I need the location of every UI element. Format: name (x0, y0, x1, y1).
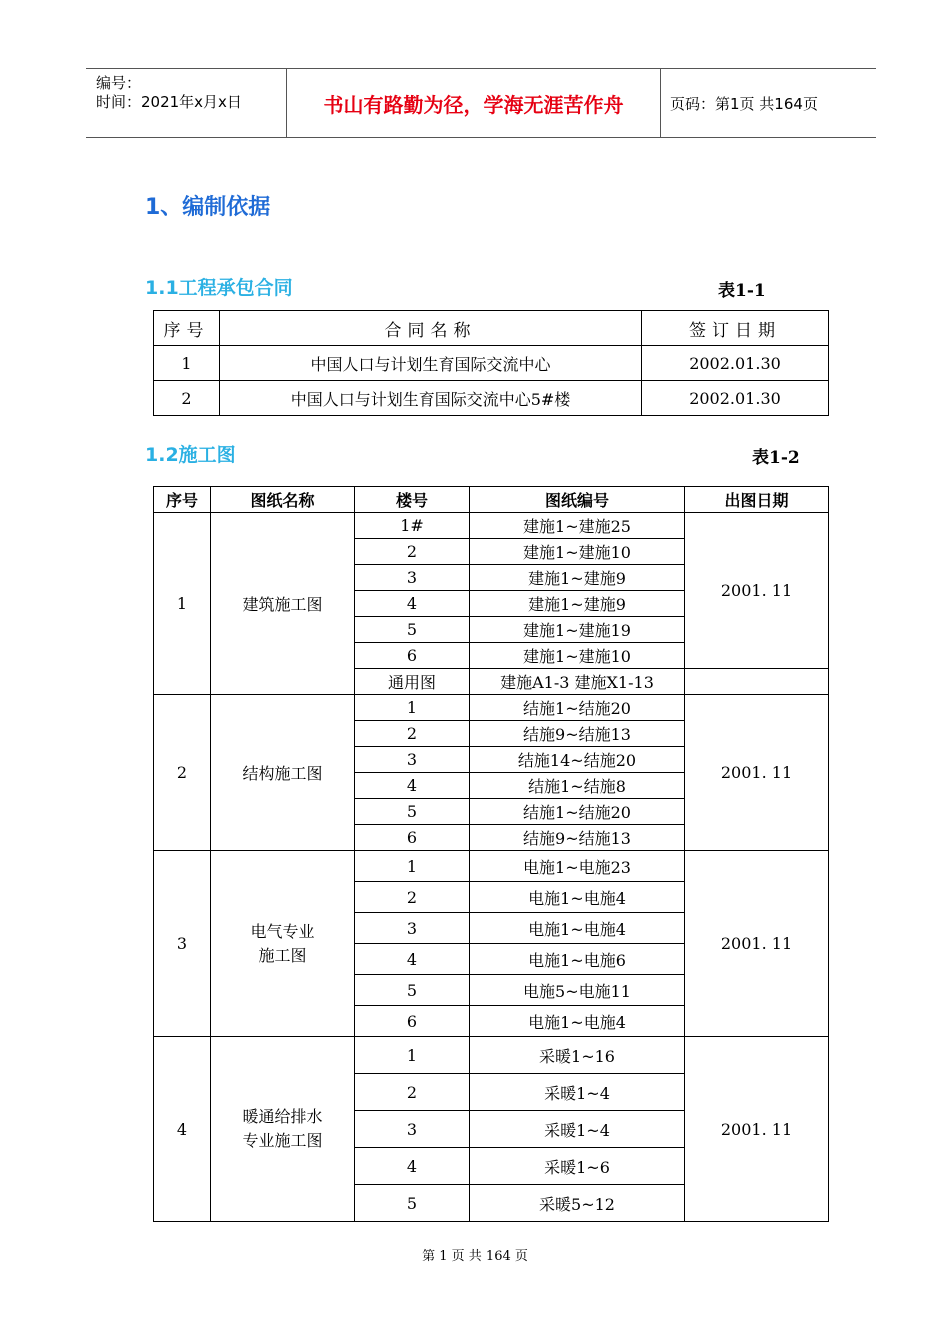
table-row (154, 695, 829, 721)
col-header: 序号 (154, 487, 211, 513)
col-header: 楼号 (355, 487, 470, 513)
drawing-code: 结施9~结施13 (470, 721, 685, 747)
issue-date: 2001. 11 (685, 1037, 829, 1222)
subsection-title-drawings: 1.2施工图 (145, 444, 236, 466)
building-no: 3 (355, 565, 470, 591)
group-number: 1 (154, 513, 211, 695)
building-no: 1 (355, 1037, 470, 1074)
header-slogan: 书山有路勤为径，学海无涯苦作舟 (323, 92, 624, 117)
issue-date: 2001. 11 (685, 851, 829, 1037)
building-no: 5 (355, 617, 470, 643)
header-meta (86, 69, 286, 137)
table-row (154, 381, 829, 416)
col-header: 图纸编号 (470, 487, 685, 513)
table-header-row (154, 487, 829, 513)
page-header (86, 68, 876, 138)
drawing-name (211, 1037, 355, 1222)
drawing-name (211, 851, 355, 1037)
building-no: 1 (355, 851, 470, 882)
issue-date-empty (685, 669, 829, 695)
drawing-code: 采暖1~4 (470, 1074, 685, 1111)
col-header: 合同名称 (220, 311, 642, 346)
drawing-code: 建施A1-3 建施X1-13 (470, 669, 685, 695)
drawing-code: 建施1~建施25 (470, 513, 685, 539)
drawing-name-line: 电气专业 (250, 921, 315, 941)
col-header: 图纸名称 (211, 487, 355, 513)
drawing-code: 电施1~电施6 (470, 944, 685, 975)
drawing-name-line: 施工图 (258, 945, 307, 965)
table-row (154, 1037, 829, 1074)
building-no: 5 (355, 1185, 470, 1222)
page-footer: 第 1 页 共 164 页 (422, 1249, 528, 1264)
table-header-row (154, 311, 829, 346)
cell: 中国人口与计划生育国际交流中心 (220, 346, 642, 381)
drawing-code: 建施1~建施9 (470, 591, 685, 617)
drawing-name-line: 暖通给排水 (242, 1107, 323, 1126)
section-title: 1、编制依据 (145, 195, 271, 220)
building-no: 4 (355, 944, 470, 975)
drawing-code: 结施1~结施20 (470, 799, 685, 825)
col-header: 出图日期 (685, 487, 829, 513)
header-page-cell (660, 69, 876, 137)
table-row (154, 346, 829, 381)
building-no: 5 (355, 799, 470, 825)
group-number: 3 (154, 851, 211, 1037)
drawing-code: 建施1~建施10 (470, 539, 685, 565)
table-label-1-2: 表1-2 (752, 448, 800, 468)
contract-table (153, 310, 829, 416)
col-header: 序号 (154, 311, 220, 346)
header-slogan-cell (286, 69, 661, 137)
cell: 2002.01.30 (642, 346, 829, 381)
drawing-code: 建施1~建施10 (470, 643, 685, 669)
drawing-code: 电施1~电施23 (470, 851, 685, 882)
building-no: 2 (355, 1074, 470, 1111)
drawing-name-line: 专业施工图 (242, 1131, 323, 1150)
drawing-code: 结施1~结施8 (470, 773, 685, 799)
drawing-code: 建施1~建施9 (470, 565, 685, 591)
table-row (154, 851, 829, 882)
table-label-1-1: 表1-1 (718, 281, 766, 301)
group-number: 4 (154, 1037, 211, 1222)
building-no: 4 (355, 1148, 470, 1185)
drawing-code: 建施1~建施19 (470, 617, 685, 643)
building-no: 6 (355, 1006, 470, 1037)
building-no: 4 (355, 591, 470, 617)
building-no: 通用图 (355, 669, 470, 695)
drawing-code: 结施1~结施20 (470, 695, 685, 721)
building-no: 4 (355, 773, 470, 799)
building-no: 1 (355, 695, 470, 721)
building-no: 3 (355, 747, 470, 773)
drawing-code: 结施14~结施20 (470, 747, 685, 773)
cell: 2 (154, 381, 220, 416)
drawing-code: 结施9~结施13 (470, 825, 685, 851)
drawing-code: 电施1~电施4 (470, 882, 685, 913)
drawing-code: 采暖1~6 (470, 1148, 685, 1185)
drawing-code: 采暖1~16 (470, 1037, 685, 1074)
cell: 中国人口与计划生育国际交流中心5#楼 (220, 381, 642, 416)
page-label: 页码：第1页 共164页 (670, 94, 818, 113)
building-no: 2 (355, 721, 470, 747)
cell: 1 (154, 346, 220, 381)
drawing-name: 建筑施工图 (211, 513, 355, 695)
drawing-code: 电施1~电施4 (470, 1006, 685, 1037)
drawing-code: 采暖5~12 (470, 1185, 685, 1222)
col-header: 签订日期 (642, 311, 829, 346)
building-no: 3 (355, 1111, 470, 1148)
drawing-code: 电施1~电施4 (470, 913, 685, 944)
number-label: 编号： (96, 74, 142, 92)
building-no: 6 (355, 643, 470, 669)
drawing-name: 结构施工图 (211, 695, 355, 851)
building-no: 6 (355, 825, 470, 851)
table-row (154, 513, 829, 539)
building-no: 2 (355, 539, 470, 565)
building-no: 2 (355, 882, 470, 913)
issue-date: 2001. 11 (685, 513, 829, 669)
time-label: 时间：2021年x月x日 (96, 93, 242, 111)
building-no: 5 (355, 975, 470, 1006)
group-number: 2 (154, 695, 211, 851)
issue-date: 2001. 11 (685, 695, 829, 851)
subsection-title-contract: 1.1工程承包合同 (145, 277, 293, 299)
drawing-code: 电施5~电施11 (470, 975, 685, 1006)
drawings-table (153, 486, 829, 1222)
building-no: 3 (355, 913, 470, 944)
building-no: 1# (355, 513, 470, 539)
cell: 2002.01.30 (642, 381, 829, 416)
drawing-code: 采暖1~4 (470, 1111, 685, 1148)
